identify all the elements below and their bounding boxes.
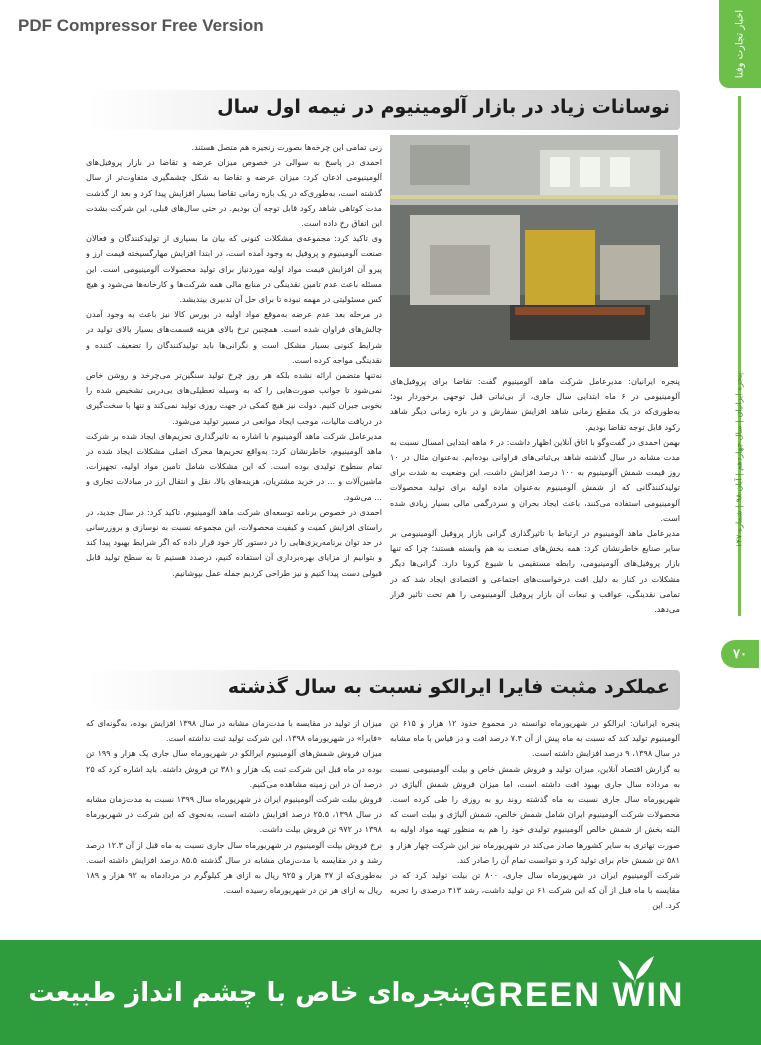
paragraph: میزان فروش شمش‌های آلومینیوم ایرالکو در شهریورماه سال جاری یک هزار و ۱۹۹ تن بوده در ماه قبل این شرکت ثبت یک هزار و ۳۸۱ تن فروش داشته. باید اشاره کرد که ۲۵ درصد آن در این زمینه مشاهده می‌کنیم. (86, 748, 382, 789)
article2-title: عملکرد مثبت فایرا ایرالکو نسبت به سال گذشته (227, 676, 670, 698)
paragraph: میزان از تولید در مقایسه با مدت‌زمان مشابه در سال ۱۳۹۸ افزایش بوده، به‌گونه‌ای که «فایرا» در شهریورماه ۱۳۹۸، این شرکت تولید ثبت نداشته است. (86, 718, 382, 744)
paragraph: بهمن احمدی در گفت‌وگو با اتاق آنلاین اظهار داشت: در ۶ ماهه ابتدایی امسال نسبت به مدت مشابه در سال گذشته شاهد بی‌ثباتی‌های فراوانی بوده‌ایم. به‌عنوان مثال در ۱۰ روز قیمت شمش آلومینیوم به ۱۰۰ درصد افزایش داشت، این وضعیت به شدت برای تولیدکنندگانی که از شمش آلومینیوم به‌عنوان ماده اولیه برای تولید محصولات آلومینیومی استفاده می‌کنند، باعث ایجاد بحران و سردرگمی مالی بسیار زیادی شده است. (390, 436, 680, 523)
article2-heading (88, 670, 680, 710)
section-tab (719, 0, 761, 88)
paragraph: احمدی در خصوص برنامه توسعه‌ای شرکت ماهد آلومینیوم، تاکید کرد: در سال جدید، در راستای افزایش کمیت و کیفیت محصولات، این مجموعه نسبت به نوسازی و بروزرسانی در حد توان برنامه‌ریزی‌هایی را در دستور کار خود قرار داده که اگر شرایط بهبود پیدا کند و بتوانیم از مزایای بهره‌برداری آن استفاده کنیم، درصدد هستیم تا به سطح تولید قابل قبولی دست پیدا کنیم و نیز طراحی کردیم جمله عمل بپوشانیم. (86, 506, 382, 578)
paragraph: در مرحله بعد عدم عرضه به‌موقع مواد اولیه در بورس کالا نیز باعث به وجود آمدن چالش‌های فراوان شده است. همچنین ترخ بالای هزینه قسمت‌های بسیار بالای تولید در شرایط کنونی بسیار مشکل است و نگرانی‌ها باید تولیدکنندگان را تضعیف کننده و نقدینگی مواجه کرده است. (86, 309, 382, 365)
paragraph: پنجره ایرانیان: مدیرعامل شرکت ماهد آلومینیوم گفت: تقاضا برای پروفیل‌های آلومینیومی در ۶ ماه ابتدایی سال جاری، از بی‌ثباتی قبل توجهی برخوردار بود؛ به‌طوری‌که در یک مقطع زمانی شاهد افزایش سفارش و در بازه زمانی دیگر شاهد رکود قابل توجه تقاضا بودیم. (390, 376, 680, 432)
paragraph: احمدی در پاسخ به سوالی در خصوص میزان عرضه و تقاضا در بازار پروفیل‌های آلومینیومی اذعان کرد: میزان عرضه و تقاضا به شکل چشمگیری متفاوت‌تر از سال گذشته است، به‌طوری‌که در یک بازه زمانی تقاضا بسیار افزایش پیدا کرد و بعد از گذشت مدت کوتاهی شاهد رکود قابل توجه آن بودیم. در حتی سال‌های قبلی، این شرکت بشدت این اتفاق رخ داده است. (86, 157, 382, 229)
paragraph: نه‌تنها متضمن ارائه نشده بلکه هر روز چرخ تولید سنگین‌تر می‌چرخد و روشن خاص نمی‌شود تا جوانب صورت‌هایی را که به وسیله تعطیلی‌های بی‌دربی تشخیص شده را بخوبی جبران کنیم. دولت نیز هیچ کمکی در جهت روزی تولید نمی‌کند و تنها با سخت‌گیری در دریافت مالیات، موجب ایجاد موانعی در مسیر تولید می‌شود. (86, 370, 382, 426)
paragraph: زنی تمامی این چرخه‌ها بصورت زنجیره هم متصل هستند. (191, 142, 382, 152)
page-number: ۷۰ (721, 640, 759, 668)
factory-photo (390, 135, 678, 367)
article1-column-left (86, 140, 382, 660)
paragraph: به گزارش اقتصاد آنلاین، میزان تولید و فروش شمش خاص و بیلت آلومینیومی نسبت به مرداده سال جاری بهبود افت داشته است، اما میزان فروش شمش آلیاژی در شهریورماه سال جاری نسبت به ماه گذشته روند رو به روزی را طی کرده است. محصولات شرکت آلومینیوم ایران شامل شمش خالص، شمش آلیاژی و بیلت است که البته بخش از شمش خالص آلومینیوم تولیدی خود را هم به منظور تهیه مواد اولیه به صورت تهاتری به سایر کشورها صادر می‌کند در شهریورماه نیز این شرکت چهار هزار و ۵۸۱ تن شمش خام برای تولید کرد و نتوانست تمام آن را صادر کند. (390, 763, 680, 865)
running-header-text: پنجره ایرانیان | سال چهاردهم | آبان ۹۸ | شماره ۱۴۷ (734, 372, 744, 548)
paragraph: مدیرعامل شرکت ماهد آلومینیوم با اشاره به تاثیرگذاری تحریم‌های ایجاد شده بر شرکت ماهد آلومینیوم، خاطرنشان کرد: به‌واقع تحریم‌ها محرک اصلی مشکلات ایجاد شده در تمام سطوح تولیدی بوده است. که این مشکلات شامل تامین مواد اولیه، تجهیزات، ماشین‌آلات و ... در خرید مشتریان، هزینه‌های بالا، نقل و انتقال ارز در مبادلات تجاری و ... می‌شود. (86, 430, 382, 502)
paragraph: نرخ فروش بیلت آلومینیوم در شهریورماه سال جاری نسبت به ماه قبل از آن ۱۲.۳ درصد رشد و در مقایسه با مدت‌زمان مشابه در سال گذشته ۸۵.۵ درصد افزایش داشته است. به‌طوری‌که از ۴۷ هزار و ۹۲۵ ریال به ازای هر کیلوگرم در مردادماه به ۹۲ هزار و ۱۸۹ ریال به ازای هر تن در شهریورماه رسیده است. (86, 839, 382, 896)
article1-title: نوسانات زیاد در بازار آلومینیوم در نیمه اول سال (217, 96, 670, 118)
paragraph: پنجره ایرانیان: ایرالکو در شهریورماه توانسته در مجموع حدود ۱۲ هزار و ۶۱۵ تن آلومینیوم تولید کند که نسبت به ماه پیش از آن ۷.۴ درصد افت و در قیاس با ماه مشابه در سال ۱۳۹۸، ۹ درصد افزایش داشته است. (390, 718, 680, 759)
article2-column-left (86, 716, 382, 926)
leaf-icon (610, 950, 660, 990)
brand-logo: GREEN WIN (470, 976, 685, 1014)
paragraph: مدیرعامل ماهد آلومینیوم در ارتباط با تاثیرگذاری گرانی بازار پروفیل آلومینیومی بر سایر صنایع خاطرنشان کرد: همه بخش‌های صنعت به هم وابسته هستند؛ چرا که تنها بازار پروفیل‌های آلومینیومی، رابطه مستقیمی با شیوع کرونا دارد. گرانی‌ها دیگر مشکلات در کنار به دلیل افت درخواست‌های اجتماعی و اقتصادی ایجاد شد که در تمامی نقدینگی، عواقب و تبعات آن بازار پروفیل آلومینیومی را هم تحت تاثیر قرار می‌دهد. (390, 528, 680, 615)
paragraph: وی تاکید کرد: مجموعه‌ی مشکلات کنونی که بیان ما بسیاری از تولیدکنندگان و فعالان صنعت آلومینیوم و پروفیل به وجود آمده است، در ابتدا افزایش مهارگسیخته قیمت ارز و پیرو آن افزایش قیمت مواد اولیه موردنیاز برای تولید محصولات آلومینیومی است. این مسئله باعث عدم تامین نقدینگی در منابع مالی همه شرکت‌ها و کارخانه‌ها می‌شود و هیچ کس مسئولیتی در مهمه نبوده تا برای حل آن تدبیری بیندیشد. (86, 233, 382, 305)
paragraph: شرکت آلومینیوم ایران در شهریورماه سال جاری، ۸۰۰ تن بیلت تولید کرد که در مقایسه با ماه قبل از آن که این شرکت ۶۱ تن تولید داشت، رشد ۴۱۳ درصدی را تجربه کرد. این (390, 870, 680, 911)
ad-banner (0, 940, 761, 1045)
banner-slogan: پنجره‌ای خاص با چشم انداز طبیعت (28, 978, 471, 1008)
watermark-text: PDF Compressor Free Version (18, 16, 264, 35)
section-tab-label: اخبار تجارت وفنا (734, 9, 746, 79)
factory-photo-graphic (390, 135, 678, 367)
article1-heading (88, 90, 680, 130)
running-header (722, 300, 756, 620)
paragraph: فروش بیلت شرکت آلومینیوم ایران در شهریورماه سال ۱۳۹۹ نسبت به مدت‌زمان مشابه در سال ۱۳۹۸، ۲۵.۵ درصد افزایش داشته است، به‌نحوی که این شرکت در شهریورماه ۱۳۹۸ در ۹۷۲ تن فروش بیلت داشت. (86, 794, 382, 835)
article1-column-right (390, 374, 680, 664)
article2-column-right (390, 716, 680, 926)
